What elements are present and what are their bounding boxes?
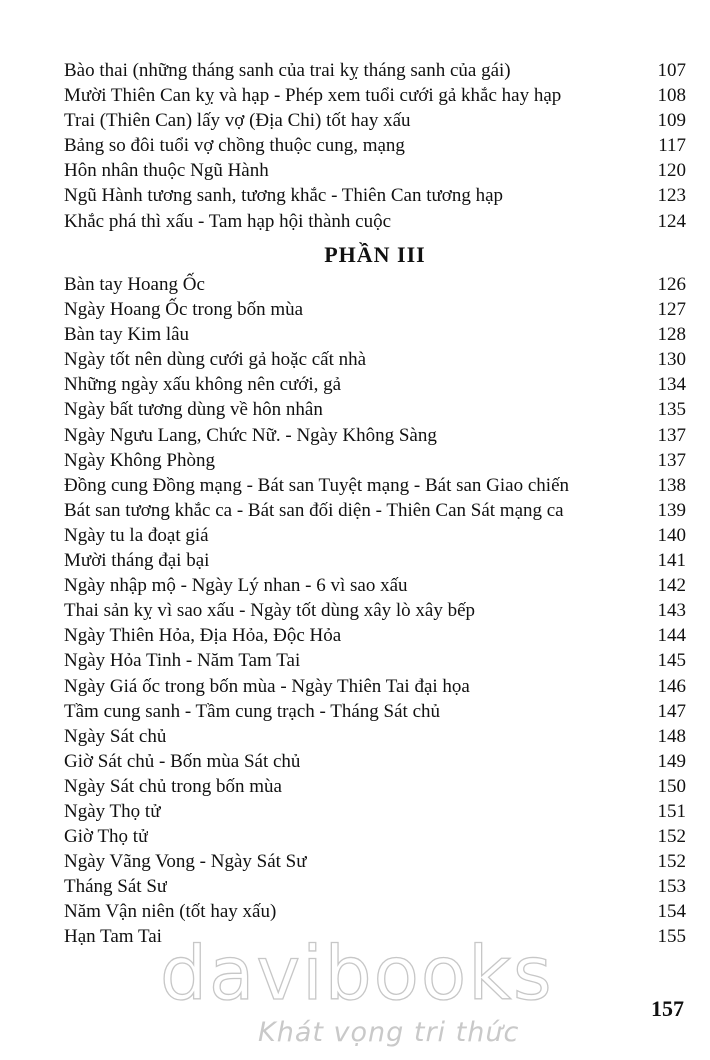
toc-entry-title: Ngày nhập mộ - Ngày Lý nhan - 6 vì sao xấu: [64, 575, 408, 597]
toc-entry: [64, 573, 686, 598]
toc-entry-title: Tháng Sát Sư: [64, 876, 168, 898]
toc-entry: [64, 448, 686, 473]
toc-entry-page: 142: [657, 575, 686, 597]
toc-entry-title: Ngày Thiên Hỏa, Địa Hỏa, Độc Hỏa: [64, 625, 342, 647]
toc-entry-title: Bào thai (những tháng sanh của trai kỵ tháng sanh của gái): [64, 60, 511, 81]
toc-entry-title: Ngày tốt nên dùng cưới gả hoặc cất nhà: [64, 349, 367, 371]
toc-entry: [64, 799, 686, 824]
toc-entry-title: Ngày Hoang Ốc trong bốn mùa: [64, 299, 304, 321]
toc-entry-title: Bát san tương khắc ca - Bát san đối diện - Thiên Can Sát mạng ca: [64, 499, 564, 521]
toc-entry: [64, 209, 686, 234]
toc-entry-page: 124: [657, 210, 686, 232]
toc-entry-page: 155: [657, 926, 686, 948]
toc-entry-title: Ngũ Hành tương sanh, tương khắc - Thiên Can tương hạp: [64, 185, 504, 207]
toc-entry-page: 135: [657, 399, 686, 421]
toc-entry-title: Khắc phá thì xấu - Tam hạp hội thành cuộc: [64, 210, 392, 232]
toc-entry-page: 141: [657, 550, 686, 572]
toc-entry: [64, 108, 686, 133]
toc-list-part3: [64, 272, 686, 950]
toc-entry-title: Bàn tay Hoang Ốc: [64, 274, 205, 295]
toc-entry-page: 153: [657, 876, 686, 898]
toc-entry-page: 154: [657, 901, 686, 923]
section-heading: PHẦN III: [324, 242, 426, 267]
toc-entry-title: Ngày Giá ốc trong bốn mùa - Ngày Thiên Tai đại họa: [64, 675, 470, 697]
toc-entry: [64, 598, 686, 623]
toc-entry-title: Thai sản kỵ vì sao xấu - Ngày tốt dùng xây lò xây bếp: [64, 600, 476, 622]
toc-entry: [64, 623, 686, 648]
toc-entry-page: 139: [657, 499, 686, 521]
toc-entry-title: Ngày Vãng Vong - Ngày Sát Sư: [64, 851, 307, 873]
page-number: 157: [651, 996, 684, 1021]
toc-entry-title: Tầm cung sanh - Tầm cung trạch - Tháng Sát chủ: [64, 700, 441, 722]
toc-entry-page: 120: [657, 160, 686, 182]
toc-entry-page: 147: [657, 700, 686, 722]
toc-entry-title: Ngày Sát chủ: [64, 725, 167, 747]
toc-entry-page: 151: [657, 800, 686, 822]
toc-entry: [64, 347, 686, 372]
toc-entry-title: Giờ Sát chủ - Bốn mùa Sát chủ: [64, 750, 301, 772]
toc-entry-page: 152: [657, 826, 686, 848]
toc-entry-page: 107: [657, 60, 686, 81]
toc-entry: [64, 749, 686, 774]
toc-entry-page: 137: [657, 449, 686, 471]
toc-entry-title: Trai (Thiên Can) lấy vợ (Địa Chi) tốt hay xấu: [64, 110, 411, 132]
toc-entry-page: 123: [657, 185, 686, 207]
toc-entry: [64, 473, 686, 498]
toc-entry: [64, 548, 686, 573]
toc-entry: [64, 498, 686, 523]
toc-entry-title: Bàn tay Kim lâu: [64, 324, 190, 346]
toc-entry: [64, 397, 686, 422]
toc-entry-title: Giờ Thọ tử: [64, 826, 149, 848]
toc-entry-page: 140: [657, 524, 686, 546]
toc-entry-page: 128: [657, 324, 686, 346]
toc-entry-title: Ngày tu la đoạt giá: [64, 524, 209, 546]
toc-entry-title: Ngày Hỏa Tinh - Năm Tam Tai: [64, 650, 301, 672]
toc-entry-title: Mười tháng đại bại: [64, 550, 210, 572]
toc-entry: [64, 83, 686, 108]
toc-entry: [64, 824, 686, 849]
toc-entry-page: 149: [657, 750, 686, 772]
toc-entry-title: Ngày Không Phòng: [64, 449, 215, 471]
toc-entry: [64, 849, 686, 874]
toc-entry: [64, 874, 686, 899]
toc-entry: [64, 699, 686, 724]
toc-entry: [64, 372, 686, 397]
toc-entry-title: Hôn nhân thuộc Ngũ Hành: [64, 160, 269, 182]
toc-entry-page: 143: [657, 600, 686, 622]
toc-entry-page: 126: [657, 274, 686, 295]
toc-entry-title: Ngày Ngưu Lang, Chức Nữ. - Ngày Không Sàng: [64, 424, 437, 446]
toc-entry: [64, 423, 686, 448]
toc-entry: [64, 58, 686, 83]
toc-entry-page: 145: [657, 650, 686, 672]
toc-entry-page: 144: [657, 625, 686, 647]
toc-entry-title: Đồng cung Đồng mạng - Bát san Tuyệt mạng - Bát san Giao chiến: [64, 474, 570, 496]
toc-entry: [64, 648, 686, 673]
toc-entry-title: Mười Thiên Can kỵ và hạp - Phép xem tuổi cưới gả khắc hay hạp: [64, 85, 562, 107]
toc-entry-page: 127: [657, 299, 686, 321]
toc-entry-title: Ngày Sát chủ trong bốn mùa: [64, 775, 282, 797]
toc-entry-title: Ngày Thọ tử: [64, 800, 161, 822]
toc-entry: [64, 272, 686, 297]
toc-entry: [64, 158, 686, 183]
watermark-logo: davibooks: [160, 931, 554, 1017]
toc-entry-title: Hạn Tam Tai: [64, 926, 162, 948]
toc-entry: [64, 523, 686, 548]
toc-entry-title: Năm Vận niên (tốt hay xấu): [64, 901, 277, 923]
toc-entry: [64, 297, 686, 322]
toc-entry: [64, 133, 686, 158]
toc-entry-title: Bảng so đôi tuổi vợ chồng thuộc cung, mạng: [64, 135, 405, 157]
toc-entry-page: 117: [658, 135, 686, 157]
toc-entry-page: 138: [657, 474, 686, 496]
toc-entry-title: Những ngày xấu không nên cưới, gả: [64, 374, 342, 396]
toc-entry-page: 130: [657, 349, 686, 371]
toc-entry-page: 148: [657, 725, 686, 747]
toc-list-part2-tail: [64, 58, 686, 234]
toc-entry: [64, 183, 686, 208]
toc-entry: [64, 724, 686, 749]
toc-entry-page: 150: [657, 775, 686, 797]
toc-entry-page: 152: [657, 851, 686, 873]
toc-entry-title: Ngày bất tương dùng về hôn nhân: [64, 399, 323, 421]
toc-entry: [64, 899, 686, 924]
toc-entry-page: 146: [657, 675, 686, 697]
toc-entry-page: 134: [657, 374, 686, 396]
watermark-tagline: Khát vọng tri thức: [258, 1017, 520, 1048]
toc-entry-page: 109: [657, 110, 686, 132]
toc-entry-page: 137: [657, 424, 686, 446]
toc-entry: [64, 774, 686, 799]
toc-entry: [64, 322, 686, 347]
toc-entry: [64, 674, 686, 699]
toc-entry-page: 108: [657, 85, 686, 107]
